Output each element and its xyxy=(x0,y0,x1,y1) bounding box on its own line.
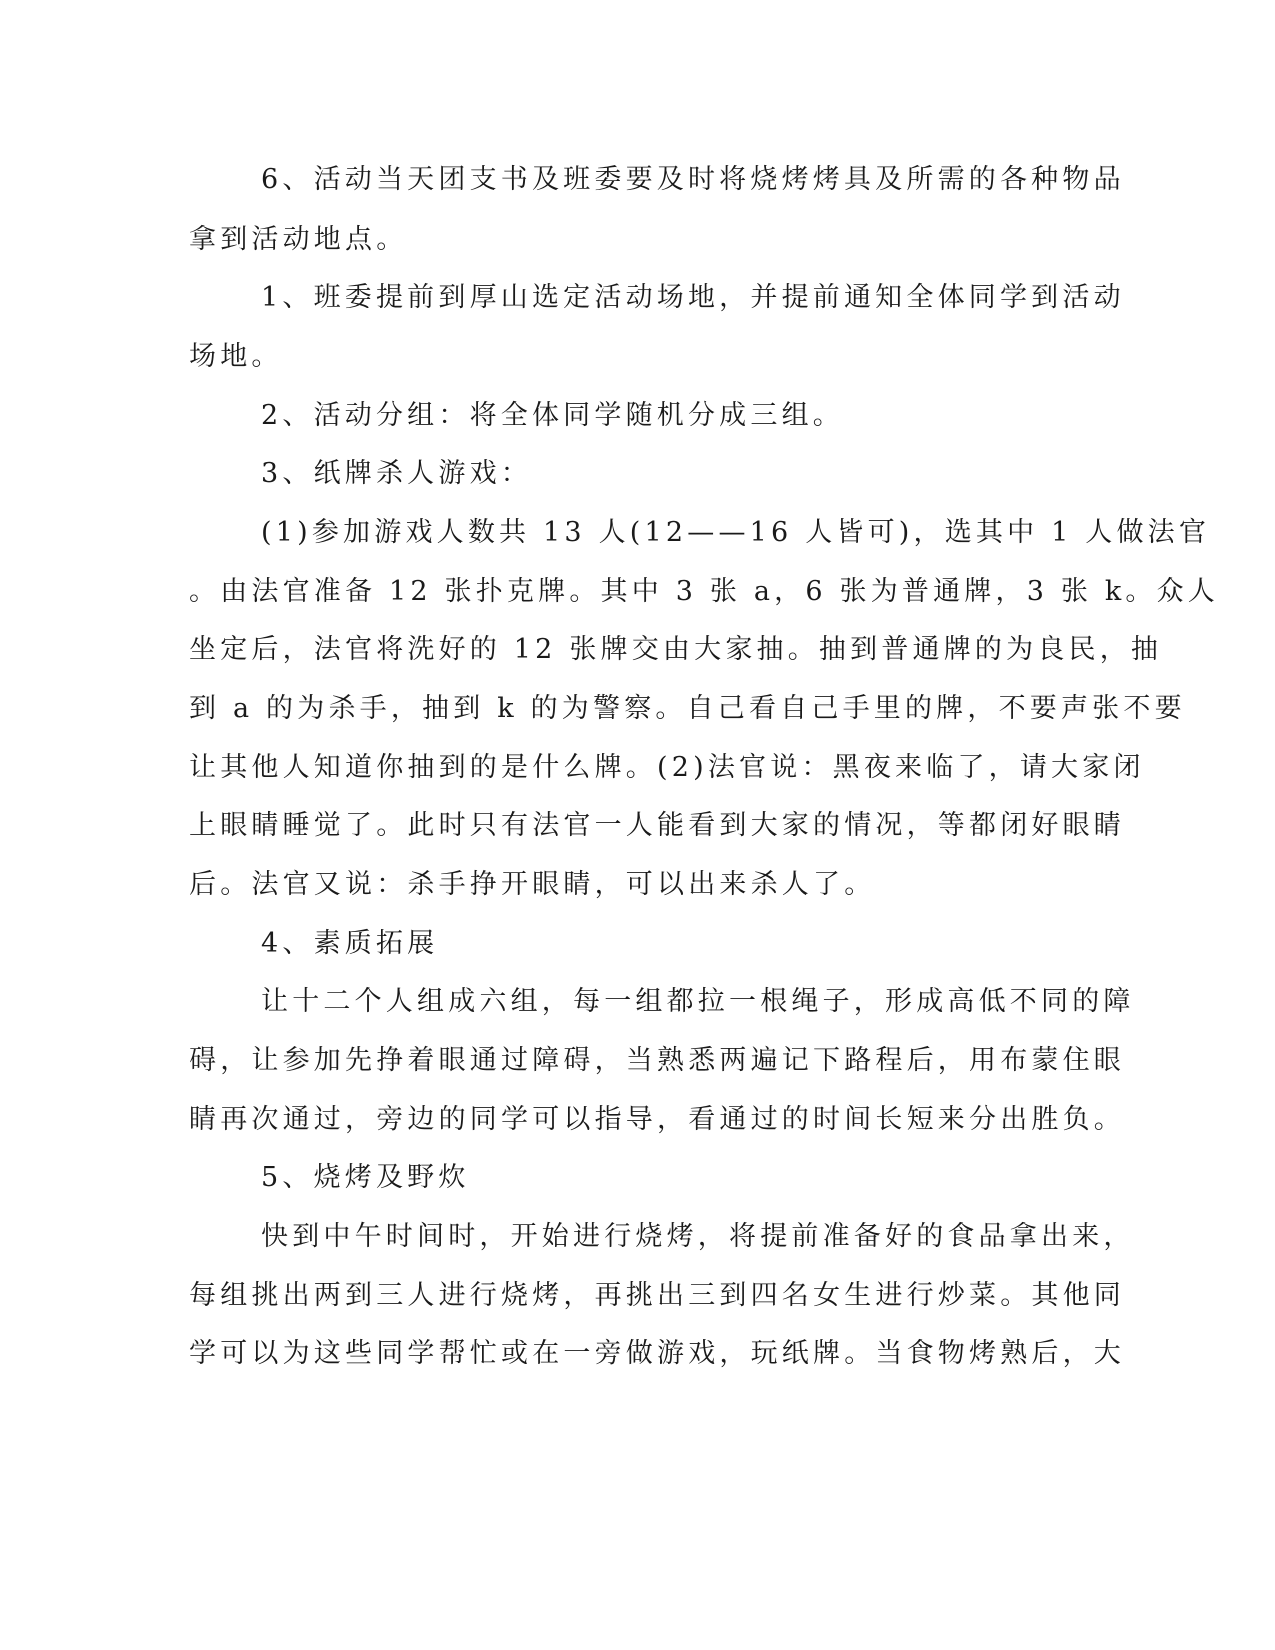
text-line: 每组挑出两到三人进行烧烤，再挑出三到四名女生进行炒菜。其他同 xyxy=(189,1280,1125,1311)
text-line: 坐定后，法官将洗好的 12 张牌交由大家抽。抽到普通牌的为良民，抽 xyxy=(189,634,1163,665)
text-line: 。由法官准备 12 张扑克牌。其中 3 张 a，6 张为普通牌，3 张 k。众人 xyxy=(189,576,1220,607)
text-line: 后。法官又说：杀手挣开眼睛，可以出来杀人了。 xyxy=(189,869,876,900)
text-line: 快到中午时间时，开始进行烧烤，将提前准备好的食品拿出来， xyxy=(261,1221,1135,1252)
text-line: 碍，让参加先挣着眼通过障碍，当熟悉两遍记下路程后，用布蒙住眼 xyxy=(189,1045,1125,1076)
text-line: 拿到活动地点。 xyxy=(189,224,408,255)
text-line: (1)参加游戏人数共 13 人(12——16 人皆可)，选其中 1 人做法官 xyxy=(261,517,1211,548)
text-line: 让十二个人组成六组，每一组都拉一根绳子，形成高低不同的障 xyxy=(261,986,1135,1017)
text-line: 到 a 的为杀手，抽到 k 的为警察。自己看自己手里的牌，不要声张不要 xyxy=(189,693,1186,724)
text-line: 4、素质拓展 xyxy=(261,928,439,959)
text-line: 让其他人知道你抽到的是什么牌。(2)法官说：黑夜来临了，请大家闭 xyxy=(189,752,1145,783)
text-line: 场地。 xyxy=(189,341,283,372)
text-line: 6、活动当天团支书及班委要及时将烧烤烤具及所需的各种物品 xyxy=(261,164,1125,195)
text-line: 2、活动分组：将全体同学随机分成三组。 xyxy=(261,400,844,431)
text-line: 上眼睛睡觉了。此时只有法官一人能看到大家的情况，等都闭好眼睛 xyxy=(189,810,1125,841)
text-line: 3、纸牌杀人游戏： xyxy=(261,458,532,489)
text-line: 5、烧烤及野炊 xyxy=(261,1162,470,1193)
text-line: 1、班委提前到厚山选定活动场地，并提前通知全体同学到活动 xyxy=(261,282,1125,313)
text-line: 学可以为这些同学帮忙或在一旁做游戏，玩纸牌。当食物烤熟后，大 xyxy=(189,1338,1125,1369)
text-line: 睛再次通过，旁边的同学可以指导，看通过的时间长短来分出胜负。 xyxy=(189,1104,1125,1135)
